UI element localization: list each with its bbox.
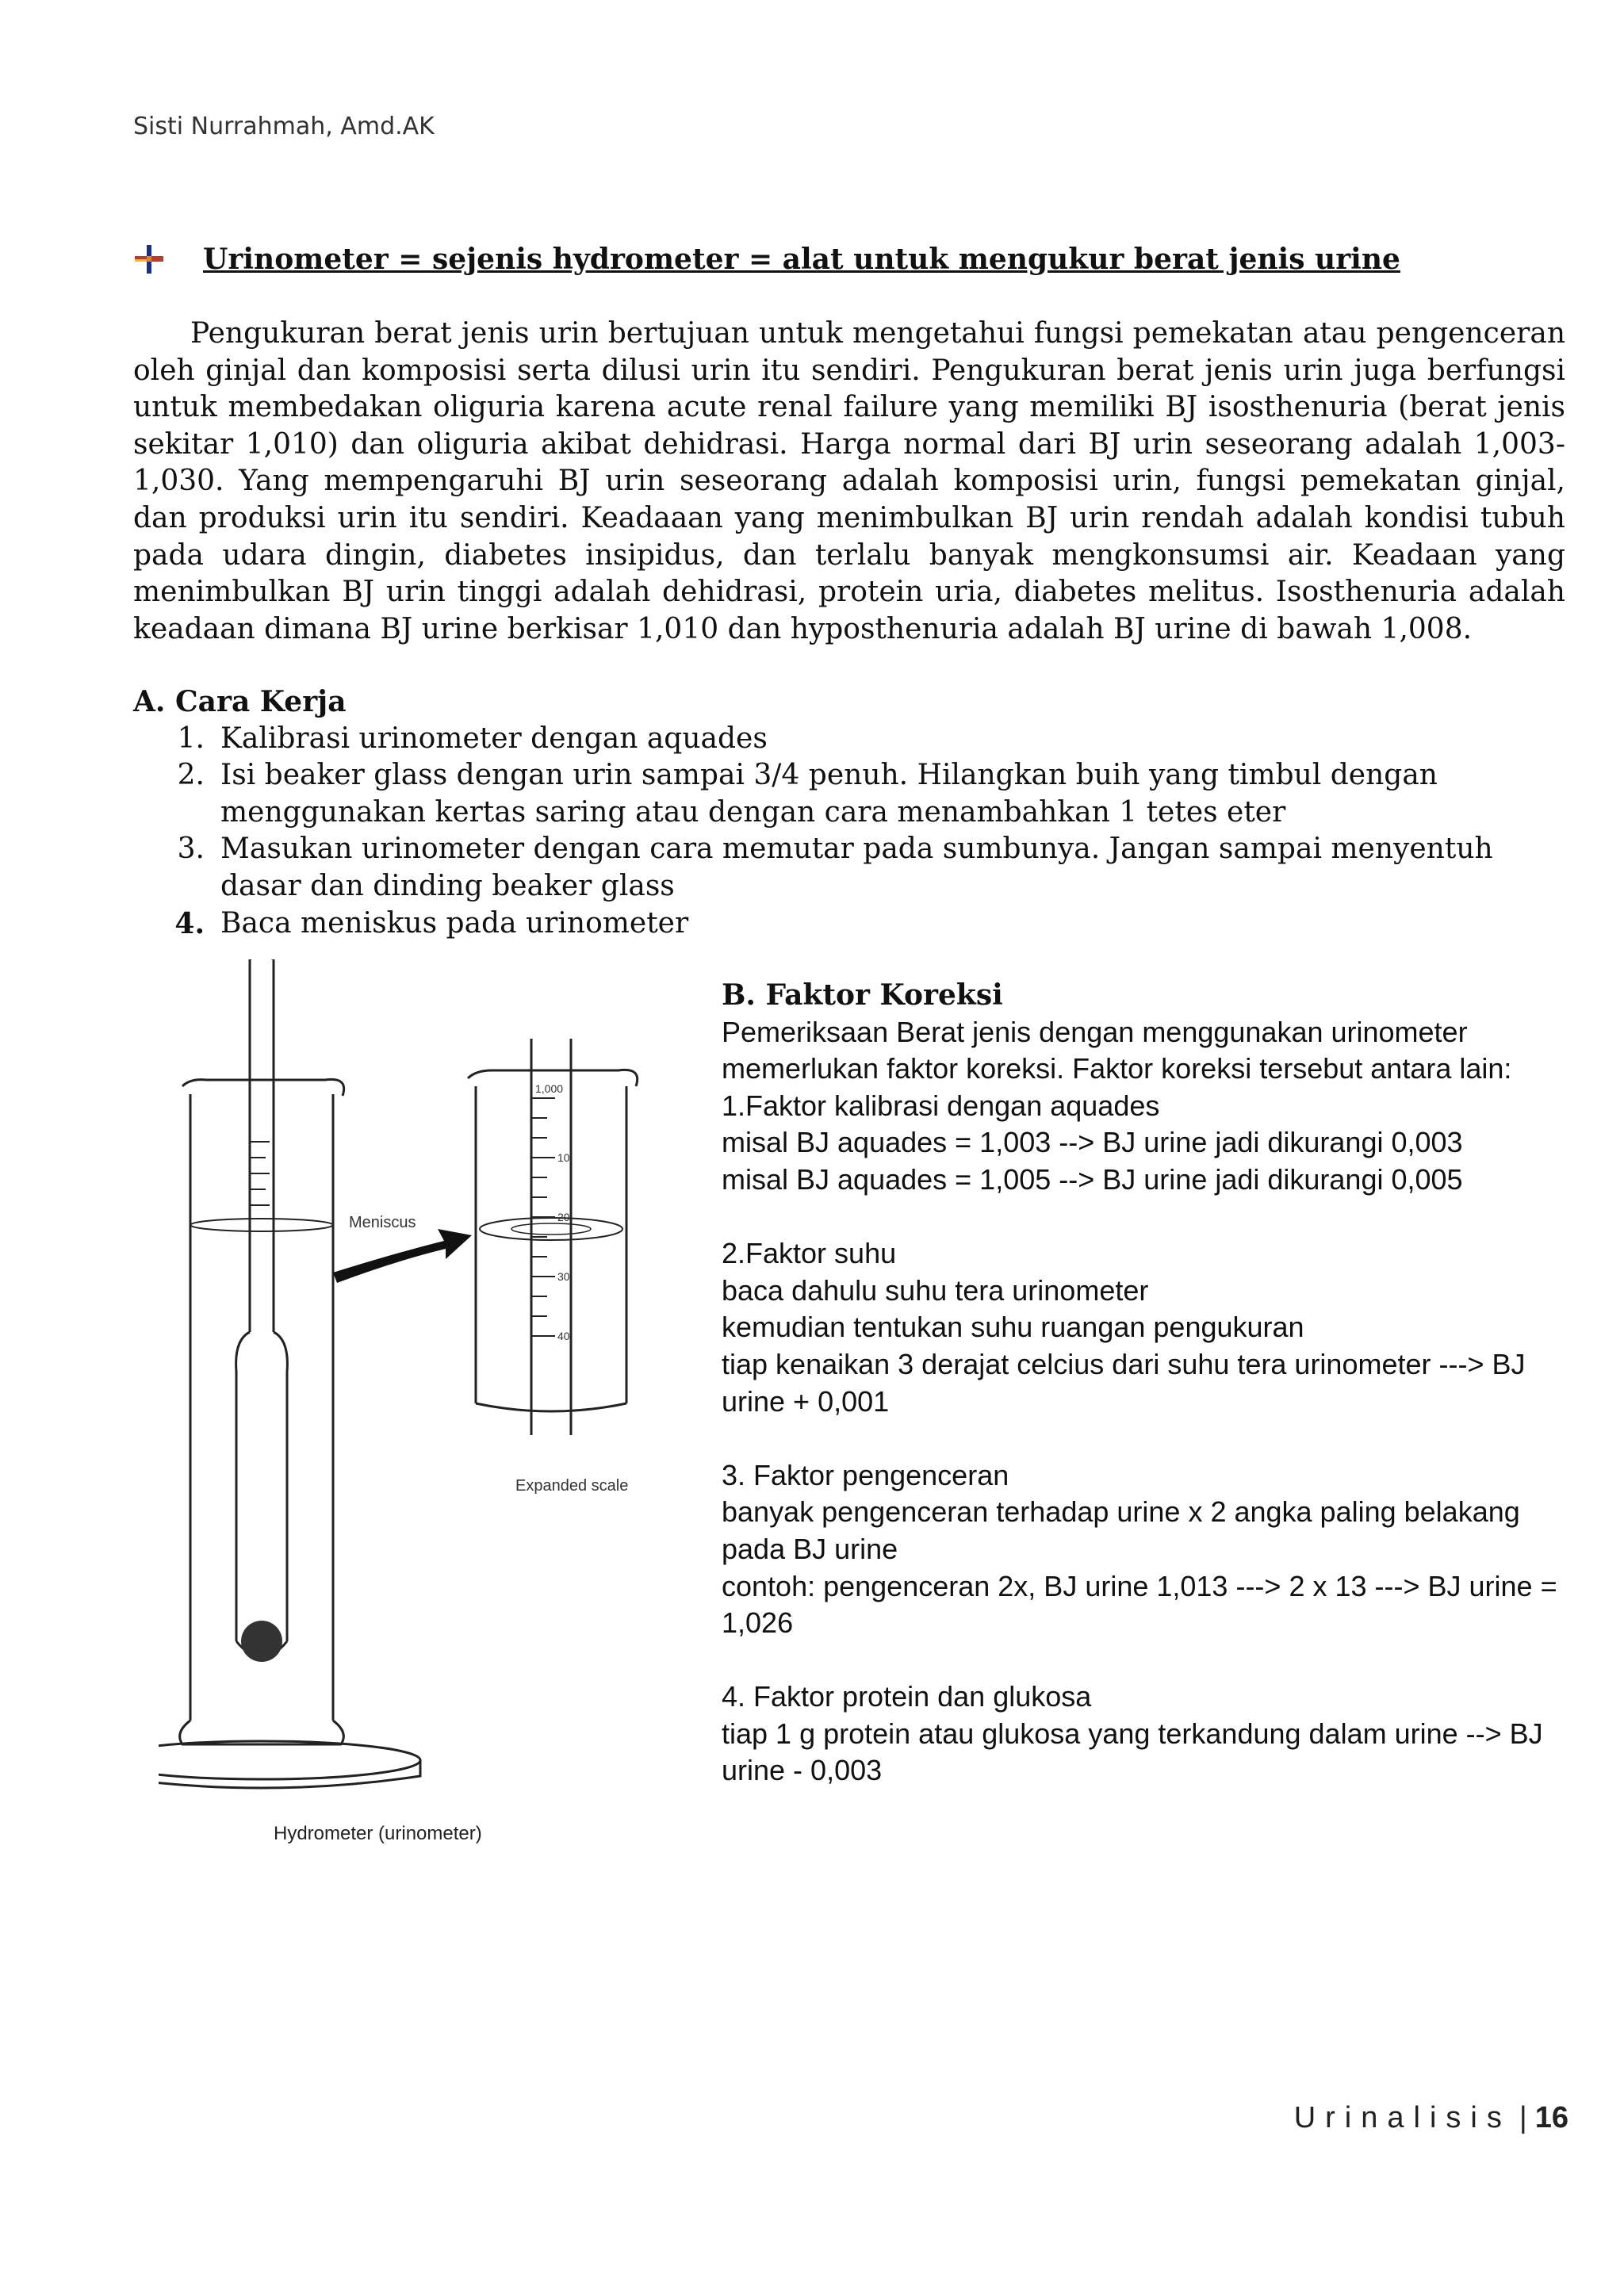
faktor-line: contoh: pengenceran 2x, BJ urine 1,013 ---> 2 x 13 ---> BJ urine = 1,026 [722,1569,1557,1640]
footer-separator: | [1519,2101,1527,2134]
scale-label: 1,000 [535,1082,564,1095]
step-number: 2. [177,759,205,792]
faktor-line: kemudian tentukan suhu ruangan pengukuran [722,1311,1304,1344]
faktor-koreksi-heading: B. Faktor Koreksi [722,978,1003,1012]
arrow-icon [333,1229,472,1283]
expanded-scale-label: Expanded scale [515,1477,629,1495]
meniscus-label: Meniscus [349,1214,416,1231]
scale-label: 40 [557,1330,570,1342]
figure-caption: Hydrometer (urinometer) [274,1823,482,1844]
faktor-line: tiap 1 g protein atau glukosa yang terkandung dalam urine --> BJ urine - 0,003 [722,1717,1543,1787]
faktor-line: 4. Faktor protein dan glukosa [722,1680,1092,1713]
step-text: Baca meniskus pada urinometer [220,906,689,940]
spacer [722,1420,1565,1457]
faktor-line: 2.Faktor suhu [722,1237,897,1270]
list-item [133,831,1565,905]
step-number: 3. [177,833,205,866]
section-title-text: Urinometer = sejenis hydrometer = alat untuk mengukur berat jenis urine [203,243,1400,276]
list-item [133,905,1565,943]
step-text: Masukan urinometer dengan cara memutar pada sumbunya. Jangan sampai menyentuh dasar dan dinding beaker glass [220,833,1493,902]
intro-paragraph [133,316,1565,648]
expanded-scale-ticks [531,1098,555,1336]
step-number: 1. [177,722,205,755]
spacer [722,1642,1565,1679]
hydrometer-scale-ticks [250,1142,270,1205]
section-title [133,243,1400,276]
graduated-cylinder [159,959,420,1788]
list-item [133,757,1565,831]
faktor-line: 1.Faktor kalibrasi dengan aquades [722,1089,1160,1122]
cara-kerja-heading: A. Cara Kerja [133,685,347,718]
cross-bullet-icon [133,243,165,275]
footer-label: Urinalisis [1293,2101,1511,2134]
step-text: Kalibrasi urinometer dengan aquades [220,722,768,755]
faktor-line: misal BJ aquades = 1,003 --> BJ urine jadi dikurangi 0,003 [722,1126,1463,1159]
list-item [133,721,1565,758]
faktor-line: baca dahulu suhu tera urinometer [722,1273,1149,1307]
weight-bulb [241,1621,282,1662]
faktor-line: tiap kenaikan 3 derajat celcius dari suhu tera urinometer ---> BJ urine + 0,001 [722,1347,1526,1418]
scale-label: 20 [557,1211,570,1223]
page-footer [1294,2101,1568,2135]
step-text: Isi beaker glass dengan urin sampai 3/4 penuh. Hilangkan buih yang timbul dengan menggunakan kertas saring atau dengan cara menambahkan 1 tetes eter [220,759,1438,829]
faktor-line: banyak pengenceran terhadap urine x 2 angka paling belakang pada BJ urine [722,1495,1520,1565]
spacer [722,1199,1565,1236]
header-author: Sisti Nurrahmah, Amd.AK [133,113,435,140]
hydrometer-illustration [159,959,714,1863]
faktor-line: misal BJ aquades = 1,005 --> BJ urine jadi dikurangi 0,005 [722,1162,1463,1196]
step-number: 4. [174,906,205,940]
cara-kerja-section [133,683,1565,942]
cara-kerja-list [133,721,1565,943]
scale-label: 30 [557,1270,570,1283]
faktor-line: Pemeriksaan Berat jenis dengan menggunakan urinometer memerlukan faktor koreksi. Faktor koreksi tersebut antara lain: [722,1015,1512,1085]
intro-text: Pengukuran berat jenis urin bertujuan untuk mengetahui fungsi pemekatan atau pengenceran oleh ginjal dan komposisi serta dilusi urin itu sendiri. Pengukuran berat jenis urin juga berfungsi untuk membedakan oliguria karena acute renal failure yang memiliki BJ isosthenuria (berat jenis sekitar 1,010) dan oliguria akibat dehidrasi. Harga normal dari BJ urin seseorang adalah 1,003-1,030. Yang mempengaruhi BJ urin seseorang adalah komposisi urin, fungsi pemekatan ginjal, dan produksi urin itu sendiri. Keadaaan yang menimbulkan BJ urin rendah adalah kondisi tubuh pada udara dingin, diabetes insipidus, dan terlalu banyak mengkonsumsi air. Keadaan yang menimbulkan BJ urin tinggi adalah dehidrasi, protein uria, diabetes melitus. Isosthenuria adalah keadaan dimana BJ urine berkisar 1,010 dan hyposthenuria adalah BJ urine di bawah 1,008. [133,317,1565,645]
page-number: 16 [1534,2101,1568,2134]
scale-label: 10 [557,1151,570,1164]
faktor-koreksi-section [722,977,1565,1790]
faktor-line: 3. Faktor pengenceran [722,1458,1009,1491]
